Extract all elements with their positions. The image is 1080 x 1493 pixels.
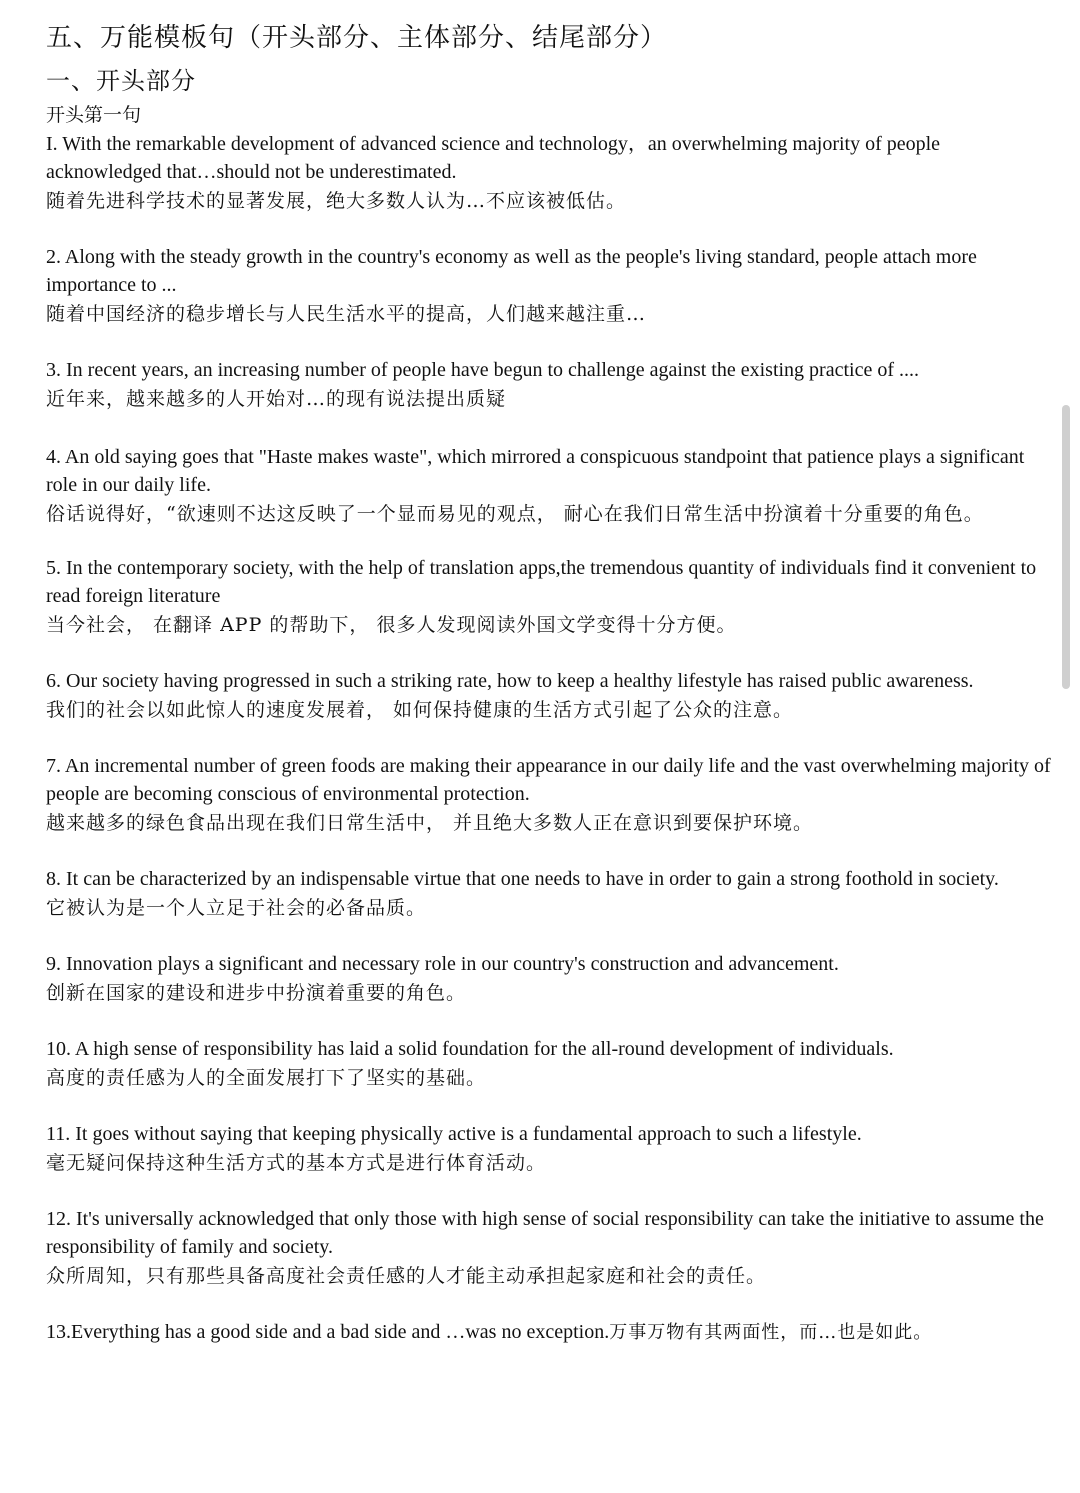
sentence-chinese: 随着先进科学技术的显著发展，绝大多数人认为…不应该被低估。 (46, 190, 627, 212)
sentence-english: 13.Everything has a good side and a bad side and …was no exception. (46, 1321, 610, 1343)
sentence-chinese: 万事万物有其两面性，而…也是如此。 (609, 1322, 933, 1343)
sentence-chinese: 当今社会， 在翻译 APP 的帮助下， 很多人发现阅读外国文学变得十分方便。 (46, 614, 737, 636)
sentence-english: I. With the remarkable development of advanced science and technology，an overwhelming majority of people acknowledged that…should not be underestimated. (46, 133, 941, 183)
sentence-item-10 (46, 1035, 1056, 1094)
sentence-item-4 (46, 443, 1056, 530)
section-subheading: 开头第一句 (46, 104, 142, 126)
sentence-chinese: 随着中国经济的稳步增长与人民生活水平的提高，人们越来越注重… (46, 303, 647, 325)
sentence-english: 11. It goes without saying that keeping physically active is a fundamental approach to such a lifestyle. (46, 1123, 862, 1145)
sentence-english: 5. In the contemporary society, with the help of translation apps,the tremendous quantity of individuals find it convenient to read foreign literature (46, 557, 1037, 607)
sentence-chinese: 它被认为是一个人立足于社会的必备品质。 (46, 897, 427, 919)
sentence-english: 2. Along with the steady growth in the country's economy as well as the people's living standard, people attach more importance to ... (46, 246, 977, 296)
sentence-chinese: 越来越多的绿色食品出现在我们日常生活中， 并且绝大多数人正在意识到要保护环境。 (46, 812, 814, 834)
sentence-item-3 (46, 356, 1056, 415)
sentence-english: 7. An incremental number of green foods are making their appearance in our daily life and the vast overwhelming majority of people are becoming conscious of environmental protection. (46, 755, 1051, 805)
sentence-item-7 (46, 752, 1056, 839)
sentence-item-1 (46, 130, 1056, 217)
sentence-item-11 (46, 1120, 1056, 1179)
sentence-english-inline-row (46, 1318, 1056, 1347)
document-content (46, 18, 1056, 1347)
sentence-chinese: 众所周知，只有那些具备高度社会责任感的人才能主动承担起家庭和社会的责任。 (46, 1265, 767, 1287)
sentence-chinese: 毫无疑问保持这种生活方式的基本方式是进行体育活动。 (46, 1152, 547, 1174)
sentence-item-13 (46, 1318, 1056, 1347)
sentence-english: 6. Our society having progressed in such a striking rate, how to keep a healthy lifestyle has raised public awareness. (46, 670, 974, 692)
sentence-item-8 (46, 865, 1056, 924)
document-title: 五、万能模板句（开头部分、主体部分、结尾部分） (46, 23, 668, 53)
sentence-item-2 (46, 243, 1056, 330)
sentence-item-12 (46, 1205, 1056, 1292)
sentence-english: 4. An old saying goes that "Haste makes waste", which mirrored a conspicuous standpoint that patience plays a significant role in our daily life. (46, 446, 1025, 496)
sentence-chinese: 我们的社会以如此惊人的速度发展着， 如何保持健康的生活方式引起了公众的注意。 (46, 699, 794, 721)
sentence-item-5 (46, 554, 1056, 641)
vertical-scrollbar[interactable] (1062, 405, 1070, 689)
section-heading: 一、开头部分 (46, 67, 196, 95)
sentence-english: 3. In recent years, an increasing number of people have begun to challenge against the existing practice of .... (46, 359, 919, 381)
sentence-chinese: 高度的责任感为人的全面发展打下了坚实的基础。 (46, 1067, 487, 1089)
sentence-chinese: 俗话说得好，“欲速则不达这反映了一个显而易见的观点， 耐心在我们日常生活中扮演着十分重要的角色。 (46, 503, 984, 525)
sentence-chinese: 创新在国家的建设和进步中扮演着重要的角色。 (46, 982, 467, 1004)
sentence-english: 10. A high sense of responsibility has laid a solid foundation for the all-round development of individuals. (46, 1038, 894, 1060)
sentence-item-9 (46, 950, 1056, 1009)
sentence-english: 8. It can be characterized by an indispensable virtue that one needs to have in order to gain a strong foothold in society. (46, 868, 999, 890)
sentence-chinese: 近年来，越来越多的人开始对…的现有说法提出质疑 (46, 388, 507, 410)
sentence-english: 9. Innovation plays a significant and necessary role in our country's construction and advancement. (46, 953, 839, 975)
sentence-english: 12. It's universally acknowledged that only those with high sense of social responsibility can take the initiative to assume the responsibility of family and society. (46, 1208, 1044, 1258)
sentence-item-6 (46, 667, 1056, 726)
